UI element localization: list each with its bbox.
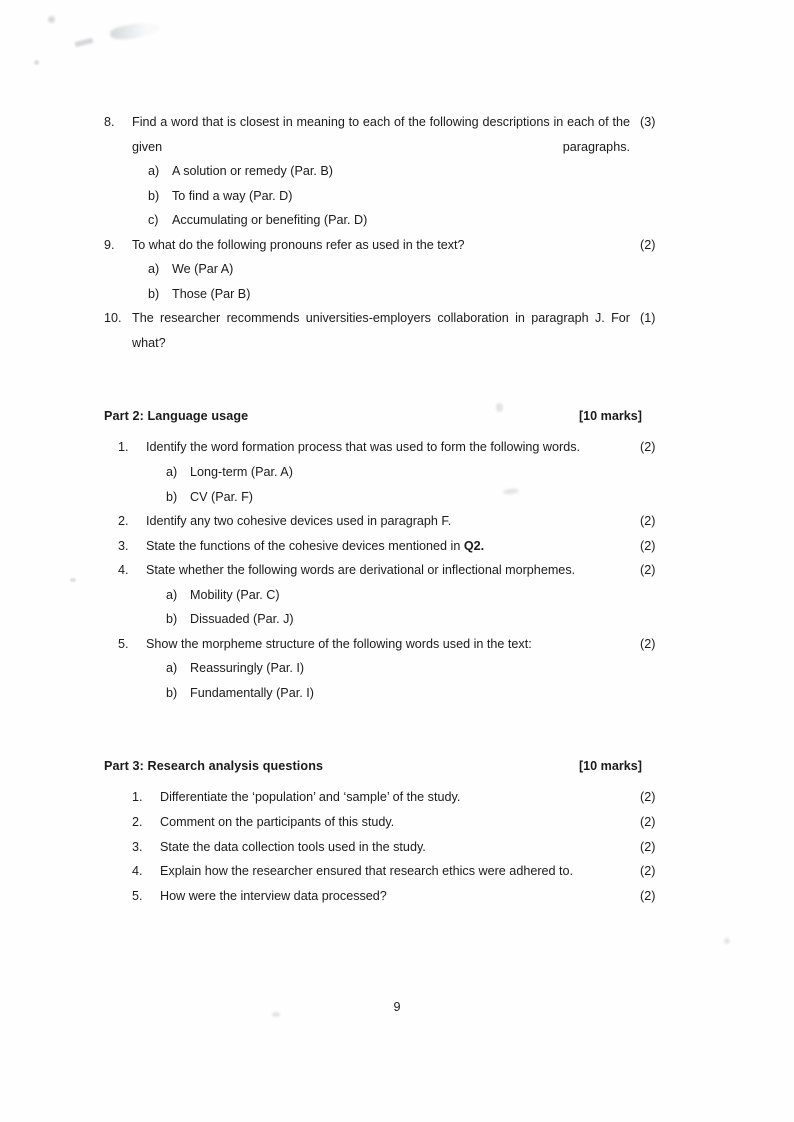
subitem-text: Mobility (Par. C) (190, 587, 280, 602)
question-text: The researcher recommends universities-employers collaboration in paragraph J. For what? (132, 311, 630, 350)
question-text: How were the interview data processed? (160, 888, 387, 903)
question-text: Comment on the participants of this study. (160, 815, 395, 830)
question-number: 5. (132, 888, 143, 903)
question-text: Find a word that is closest in meaning to each of the following descriptions in each of the given paragraphs. (132, 115, 630, 154)
exam-content (104, 110, 674, 908)
subitem-label: b) (148, 286, 160, 301)
question-item (118, 509, 674, 534)
subitem-text: Fundamentally (Par. I) (190, 685, 314, 700)
scan-artifact-icon (48, 16, 55, 23)
question-item (104, 233, 674, 258)
question-item (132, 884, 674, 909)
scan-artifact-icon (70, 578, 76, 582)
subitem-label: a) (166, 587, 178, 602)
subitem-label: a) (148, 262, 160, 277)
part2-marks: [10 marks] (578, 409, 642, 424)
question-marks: (2) (640, 839, 656, 854)
question-number: 9. (104, 237, 115, 252)
question-item (132, 810, 674, 835)
question-number: 3. (118, 538, 129, 553)
question-marks: (2) (640, 815, 656, 830)
question-marks: (2) (640, 888, 656, 903)
question-number: 2. (118, 514, 129, 529)
subitem-label: b) (148, 188, 160, 203)
subitem-text: CV (Par. F) (190, 489, 253, 504)
question-item (104, 110, 674, 159)
question-number: 1. (118, 440, 129, 455)
subitem-text: To find a way (Par. D) (172, 188, 293, 203)
subitem-text: Those (Par B) (172, 286, 251, 301)
question-text: Explain how the researcher ensured that research ethics were adhered to. (160, 864, 574, 879)
question-subitem (118, 607, 674, 632)
part3-title: Part 3: Research analysis questions (104, 759, 324, 774)
question-subitem (104, 159, 674, 184)
question-item (118, 435, 674, 460)
part3-heading (104, 759, 674, 773)
part2-heading (104, 409, 674, 423)
question-number: 10. (104, 311, 122, 326)
question-number: 1. (132, 790, 143, 805)
question-text: To what do the following pronouns refer as used in the text? (132, 237, 465, 252)
question-item (118, 534, 674, 559)
question-item (132, 785, 674, 810)
question-item (132, 835, 674, 860)
question-item (118, 558, 674, 583)
scan-artifact-icon (109, 20, 161, 42)
question-subitem (104, 282, 674, 307)
question-subitem (118, 656, 674, 681)
question-number: 5. (118, 636, 129, 651)
subitem-text: We (Par A) (172, 262, 234, 277)
question-number: 4. (118, 563, 129, 578)
question-marks: (2) (640, 538, 656, 553)
subitem-label: a) (166, 465, 178, 480)
question-marks: (2) (640, 790, 656, 805)
question-text: Differentiate the ‘population’ and ‘sample’ of the study. (160, 790, 461, 805)
question-number: 8. (104, 115, 115, 129)
subitem-label: a) (148, 164, 160, 179)
page-number: 9 (393, 1000, 401, 1014)
scan-artifact-icon (75, 38, 94, 47)
question-subitem (118, 681, 674, 706)
part3-marks: [10 marks] (578, 759, 642, 774)
question-text: Show the morpheme structure of the following words used in the text: (146, 636, 532, 651)
subitem-label: b) (166, 612, 178, 627)
question-item (132, 859, 674, 884)
subitem-text: Long-term (Par. A) (190, 465, 293, 480)
question-text: Identify any two cohesive devices used in paragraph F. (146, 514, 452, 529)
subitem-label: b) (166, 685, 178, 700)
scan-artifact-icon (724, 938, 730, 944)
question-marks: (2) (640, 514, 656, 529)
question-item (118, 632, 674, 657)
question-subitem (118, 460, 674, 485)
question-marks: (2) (640, 237, 656, 252)
subitem-text: A solution or remedy (Par. B) (172, 164, 333, 179)
question-text: State the data collection tools used in the study. (160, 839, 426, 854)
question-marks: (1) (640, 311, 656, 326)
question-text: Identify the word formation process that was used to form the following words. (146, 440, 580, 455)
question-marks: (2) (640, 864, 656, 879)
question-subitem (104, 208, 674, 233)
question-number: 4. (132, 864, 143, 879)
subitem-label: b) (166, 489, 178, 504)
question-number: 2. (132, 815, 143, 830)
question-item (104, 306, 674, 355)
subitem-text: Reassuringly (Par. I) (190, 661, 305, 676)
scan-artifact-icon (34, 60, 39, 65)
question-subitem (104, 257, 674, 282)
subitem-label: a) (166, 661, 178, 676)
subitem-text: Accumulating or benefiting (Par. D) (172, 213, 368, 228)
question-reference: Q2. (463, 538, 485, 553)
question-subitem (104, 184, 674, 209)
question-subitem (118, 583, 674, 608)
question-text: State the functions of the cohesive devices mentioned in Q2. (146, 538, 485, 553)
question-marks: (2) (640, 563, 656, 578)
question-text: State whether the following words are derivational or inflectional morphemes. (146, 563, 576, 578)
part2-title: Part 2: Language usage (104, 409, 249, 424)
question-marks: (2) (640, 636, 656, 651)
subitem-label: c) (148, 213, 159, 228)
subitem-text: Dissuaded (Par. J) (190, 612, 294, 627)
question-marks: (3) (640, 115, 656, 129)
question-marks: (2) (640, 440, 656, 455)
question-subitem (118, 485, 674, 510)
question-number: 3. (132, 839, 143, 854)
